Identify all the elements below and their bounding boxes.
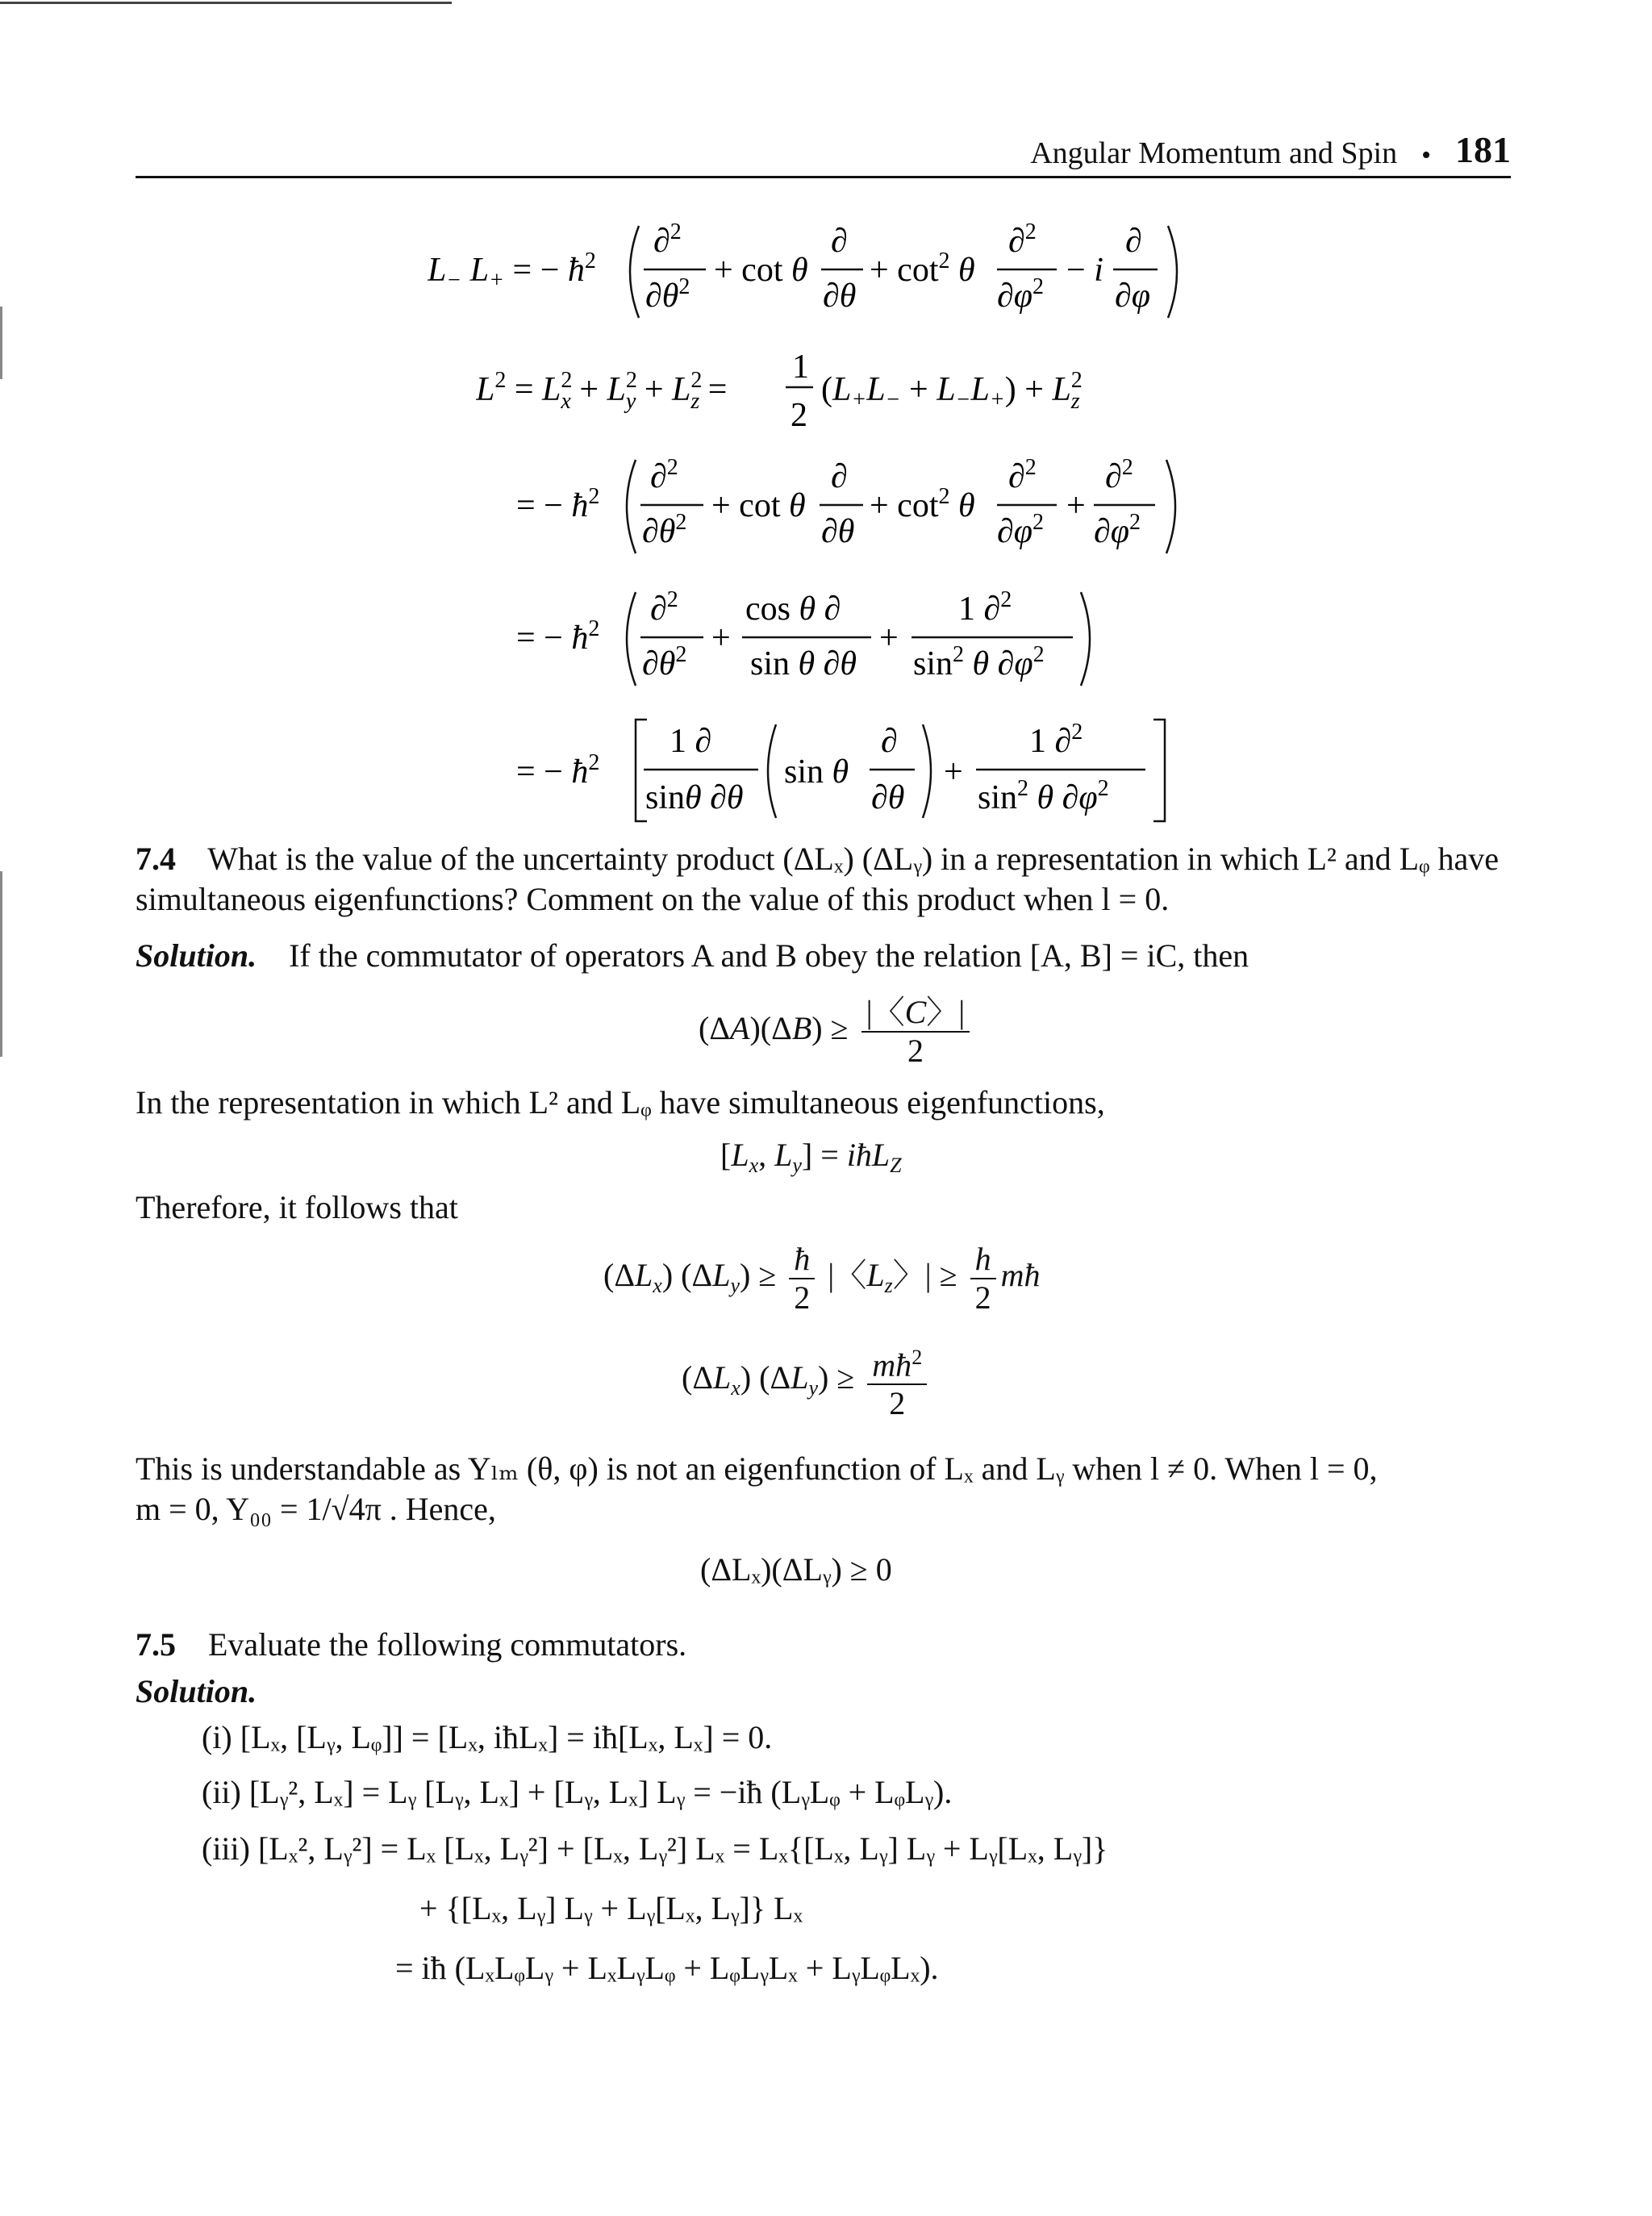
inequality-lx-ly-1: $(\Delta L_x) (\Delta L_y)$ ≥ $\frac{ħ}{2}$ |〈$L_z$〉| ≥ $\frac{h}{2}$ mħ [603,1241,1041,1316]
svg-text:sinθ ∂θ: sinθ ∂θ [645,779,744,816]
svg-text:+ cot2 θ: + $\cot^2 \theta$ [870,248,975,289]
equation-l2-line4 [516,710,1242,831]
equation-lminus-lplus [428,211,1250,332]
svg-text:= − ħ2: = − $ħ^2$ [516,484,600,524]
svg-text:2: 2 [791,397,807,434]
header-bullet: • [1421,140,1431,170]
solution-intro-text: If the commutator of operators A and B obey the relation [A, B] = iC, then [289,937,1249,974]
commutator-item-iii-result: = iħ (LₓLᵩLᵧ + LₓLᵧLᵩ + LᵩLᵧLₓ + LᵧLᵩLₓ). [395,1950,939,1986]
problem-number: 7.4 [136,841,176,877]
svg-text:∂2: ∂$^2$ [1105,455,1133,495]
svg-text:(L+L− + L−L+) + L2z: $(L+L- + L-L+) + L^2$ z [821,368,1083,414]
svg-text:∂φ2: $\partial\varphi^2$ [1094,510,1141,550]
svg-text:+: + [879,620,899,657]
svg-text:1 ∂: 1 ∂ [670,723,712,760]
commutator-item-iii: (iii) [Lₓ², Lᵧ²] = Lₓ [Lₓ, Lᵧ²] + [Lₓ, Lᵧ²] Lₓ = Lₓ{[Lₓ, Lᵧ] Lᵧ + Lᵧ[Lₓ, Lᵧ]} [202,1830,1108,1867]
commutator-item-i: (i) [Lₓ, [Lᵧ, Lᵩ]] = [Lₓ, iħLₓ] = iħ[Lₓ, Lₓ] = 0. [202,1719,773,1755]
scan-top-rule [0,2,452,4]
svg-text:+ cot θ: + cot θ [714,252,808,289]
svg-text:∂2: ∂$^2$ [653,219,682,260]
svg-text:L2 = L2x + L2y + L2z =: $L^2 = L^2$ $x + L^2$ $y + L^2$ z = [476,368,728,414]
svg-text:= − ħ2: = − $ħ^2$ [516,750,600,791]
running-header [136,121,1511,178]
svg-text:∂θ2: $\partial\theta^2$ [642,510,687,550]
svg-text:1 ∂2: 1 ∂$^2$ [1029,720,1083,760]
commutator-item-iii-cont: + {[Lₓ, Lᵧ] Lᵧ + Lᵧ[Lₓ, Lᵧ]} Lₓ [419,1890,803,1926]
svg-text:+ cot θ: + cot θ [711,487,806,524]
problem-7-5-question [136,1625,1519,1665]
solution-label: Solution. [136,937,257,974]
svg-text:∂: ∂ [831,458,848,495]
svg-text:∂: ∂ [1125,223,1142,260]
understandable-line-2: m = 0, Y₀₀ = 1/√4π . Hence, [136,1491,496,1527]
final-inequality: (ΔLₓ)(ΔLᵧ) ≥ 0 [700,1551,892,1588]
inequality-general: (ΔA)(ΔB) ≥ $\frac{|〈C〉|}{2}$ [699,994,974,1070]
scan-margin-mark [0,871,2,1057]
understandable-line-1: This is understandable as Yₗₘ (θ, φ) is not an eigenfunction of Lₓ and Lᵧ when l ≠ 0. When l = 0, [136,1450,1378,1487]
solution-label: Solution. [136,1673,257,1709]
svg-text:∂2: ∂$^2$ [650,455,678,495]
problem-question-text: What is the value of the uncertainty product (ΔLₓ) (ΔLᵧ) in a representation in which L² and Lᵩ have simultaneous eigenfunctions? Comment on the value of this product when l = 0. [136,841,1499,917]
svg-text:+: + [711,620,731,657]
problem-number: 7.5 [136,1626,176,1663]
problem-question-text: Evaluate the following commutators. [208,1626,687,1663]
scan-margin-mark [0,307,2,379]
svg-text:∂φ2: $\partial\varphi^2$ [997,274,1045,315]
commutator-item-ii: (ii) [Lᵧ², Lₓ] = Lᵧ [Lᵧ, Lₓ] + [Lᵧ, Lₓ] Lᵧ = −iħ (LᵧLᵩ + LᵩLᵧ). [202,1774,953,1810]
running-title: Angular Momentum and Spin [1030,136,1398,170]
svg-text:sin2 θ ∂φ2: $\sin^2 \theta$ $\partial\varphi^2$ [978,776,1109,816]
svg-text:sin2 θ ∂φ2: $\sin^2 \theta$ $\partial\varphi^2$ [913,642,1045,682]
svg-text:1: 1 [792,355,809,386]
problem-7-4-solution-intro [136,936,1519,976]
representation-text: In the representation in which L² and Lᵩ have simultaneous eigenfunctions, [136,1084,1105,1121]
equation-lhs: L− L+ = − $ħ^2$ [428,248,596,293]
svg-text:∂θ: ∂θ [871,779,905,816]
svg-text:∂2: ∂$^2$ [1008,455,1037,495]
svg-text:+: + [1066,487,1086,524]
equation-l2-line1 [476,355,1202,444]
problem-7-4-question [136,839,1519,920]
svg-text:∂θ2: $\partial\theta^2$ [645,274,690,315]
svg-text:∂θ: ∂θ [821,513,855,550]
svg-text:∂2: ∂$^2$ [650,587,678,628]
problem-7-5-solution-label [136,1671,1519,1712]
understandable-paragraph [136,1449,1519,1529]
svg-text:∂θ: ∂θ [823,278,857,315]
svg-text:∂φ: ∂φ [1115,278,1151,315]
therefore-text: Therefore, it follows that [136,1189,458,1225]
page-number: 181 [1455,129,1511,170]
svg-text:+: + [944,753,963,791]
svg-text:sin θ: sin θ [784,753,849,791]
inequality-lx-ly-2: $(\Delta L_x) (\Delta L_y)$ ≥ $\frac{mħ^2}{2}$ [682,1339,932,1422]
equation-l2-line3 [516,581,1162,694]
svg-text:∂: ∂ [881,723,898,760]
svg-text:+ cot2 θ: + $\cot^2 \theta$ [870,484,975,524]
svg-text:sin θ ∂θ: sin θ ∂θ [750,645,857,682]
svg-text:∂θ2: $\partial\theta^2$ [642,642,687,682]
svg-text:− i: − i [1066,252,1103,289]
svg-text:∂φ2: $\partial\varphi^2$ [997,510,1045,550]
svg-text:1 ∂2: 1 ∂$^2$ [958,587,1012,628]
svg-text:∂2: ∂$^2$ [1008,219,1037,260]
svg-text:∂: ∂ [831,223,848,260]
svg-text:= − ħ2: = − $ħ^2$ [516,616,600,657]
svg-text:cos θ ∂: cos θ ∂ [745,591,841,628]
equation-l2-line2 [516,449,1242,561]
commutator-lx-ly: [$L_x$, $L_y$] = iħL$_Z$ [720,1137,902,1177]
